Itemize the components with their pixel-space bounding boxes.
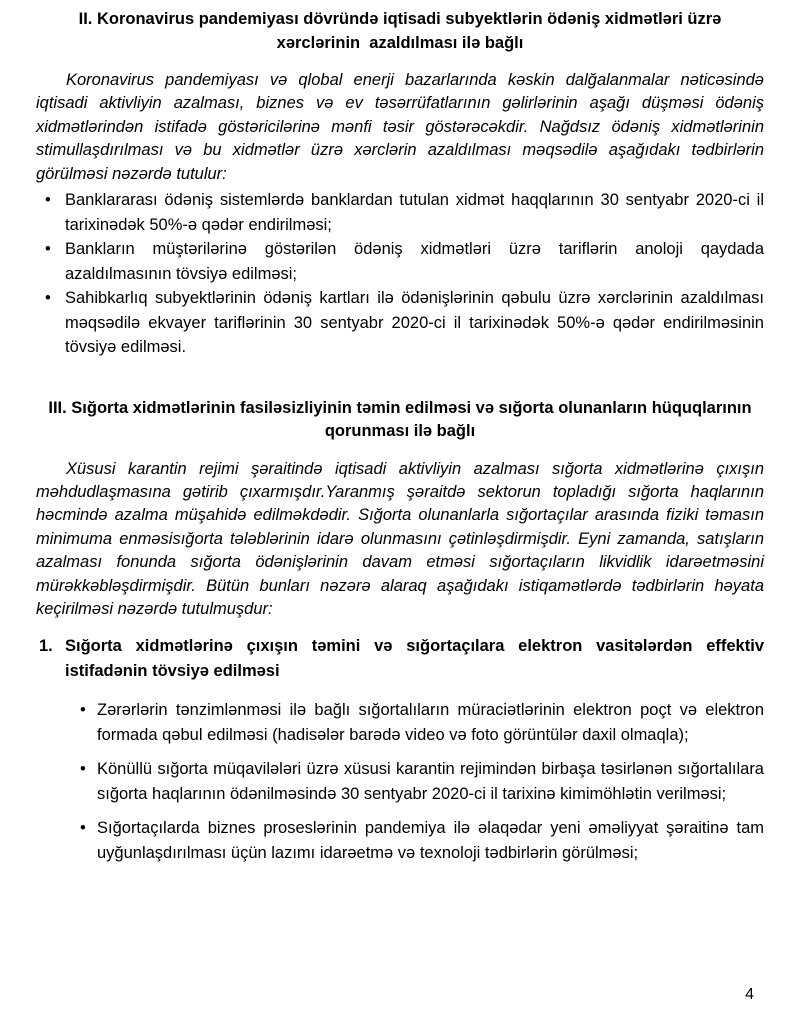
numbered-item-number: 1. (39, 637, 53, 656)
list-item (36, 698, 764, 747)
item-1-bullet-list (36, 698, 764, 865)
list-item (36, 237, 764, 286)
section-3-intro-paragraph: Xüsusi karantin rejimi şəraitində iqtisadi aktivliyin azalması sığorta xidmətlərinə çıxışın məhdudlaşmasına gətirib çıxarmışdır.Yaranmış şəraitdə sektorun topladığı sığorta haqlarının həcmində azalma müşahidə edilməkdədir. Sığorta olunanlarla sığortaçılar arasında fiziki təmasın minimuma enməsisığorta tələblərinin idarə olunmasını çətinləşdirmişdir. Eyni zamanda, satışların azalması fonunda sığorta ödənişlərinin davam etməsi sığortaçıların likvidlik idarəetməsini mürəkkəbləşdirmişdir. Bütün bunları nəzərə alaraq aşağıdakı istiqamətlərdə tədbirlərin həyata keçirilməsi nəzərdə tutulmuşdur: (36, 459, 764, 618)
list-item (36, 757, 764, 806)
list-item-text: Zərərlərin tənzimlənməsi ilə bağlı sığortalıların müraciətlərinin elektron poçt və elektron formada qəbul edilməsi (hadisələr barədə video və foto görüntülər daxil olmaqla); (97, 701, 764, 744)
page-number: 4 (745, 986, 754, 1003)
numbered-item-1 (36, 634, 764, 683)
bullet-icon: • (45, 289, 51, 308)
list-item-text: Banklararası ödəniş sistemlərdə banklardan tutulan xidmət haqqlarının 30 sentyabr 2020-ci il tarixinədək 50%-ə qədər endirilməsi; (65, 191, 764, 234)
list-item (36, 188, 764, 237)
section-2-intro-paragraph: Koronavirus pandemiyası və qlobal enerji bazarlarında kəskin dalğalanmalar nəticəsində iqtisadi aktivliyin azalması, biznes və ev təsərrüfatlarının gəlirlərinin aşağı düşməsi ödəniş xidmətlərindən istifadə göstəricilərinə mənfi təsir göstərəcəkdir. Nağdsız ödəniş xidmətlərinin stimullaşdırılması və bu xidmətlər üzrə xərclərin azaldılması məqsədilə aşağıdakı tədbirlərin görülməsi nəzərdə tutulur: (36, 71, 764, 183)
list-item-text: Bankların müştərilərinə göstərilən ödəniş xidmətləri üzrə tariflərin anoloji qaydada azaldılmasının tövsiyə edilməsi; (65, 240, 764, 283)
bullet-icon: • (45, 191, 51, 210)
section-2-heading: II. Koronavirus pandemiyası dövründə iqtisadi subyektlərin ödəniş xidmətləri üzrə xərclərinin azaldılması ilə bağlı (78, 10, 722, 52)
bullet-icon: • (45, 240, 51, 259)
list-item (36, 286, 764, 360)
section-3-heading: III. Sığorta xidmətlərinin fasiləsizliyinin təmin edilməsi və sığorta olunanların hüquqlarının qorunması ilə bağlı (48, 398, 752, 441)
list-item-text: Sığortaçılarda biznes proseslərinin pandemiya ilə əlaqədar yeni əməliyyat şəraitinə tam uyğunlaşdırılması üçün lazımı idarəetmə və texnoloji tədbirlərin görülməsi; (97, 819, 764, 862)
numbered-item-title: Sığorta xidmətlərinə çıxışın təmini və sığortaçılara elektron vasitələrdən effektiv istifadənin tövsiyə edilməsi (65, 637, 764, 680)
list-item (36, 816, 764, 865)
list-item-text: Könüllü sığorta müqavilələri üzrə xüsusi karantin rejimindən birbaşa təsirlənən sığortalılara sığorta haqlarının ödənilməsində 30 sentyabr 2020-ci il tarixinə kimimöhlətin verilməsi; (97, 760, 764, 803)
bullet-icon: • (80, 701, 86, 720)
list-item-text: Sahibkarlıq subyektlərinin ödəniş kartları ilə ödənişlərinin qəbulu üzrə xərclərinin azaldılması məqsədilə ekvayer tariflərinin 30 sentyabr 2020-ci il tarixinədək 50%-ə qədər endirilməsinin tövsiyə edilməsi. (65, 289, 764, 357)
section-2-bullet-list (36, 188, 764, 360)
bullet-icon: • (80, 819, 86, 838)
bullet-icon: • (80, 760, 86, 779)
